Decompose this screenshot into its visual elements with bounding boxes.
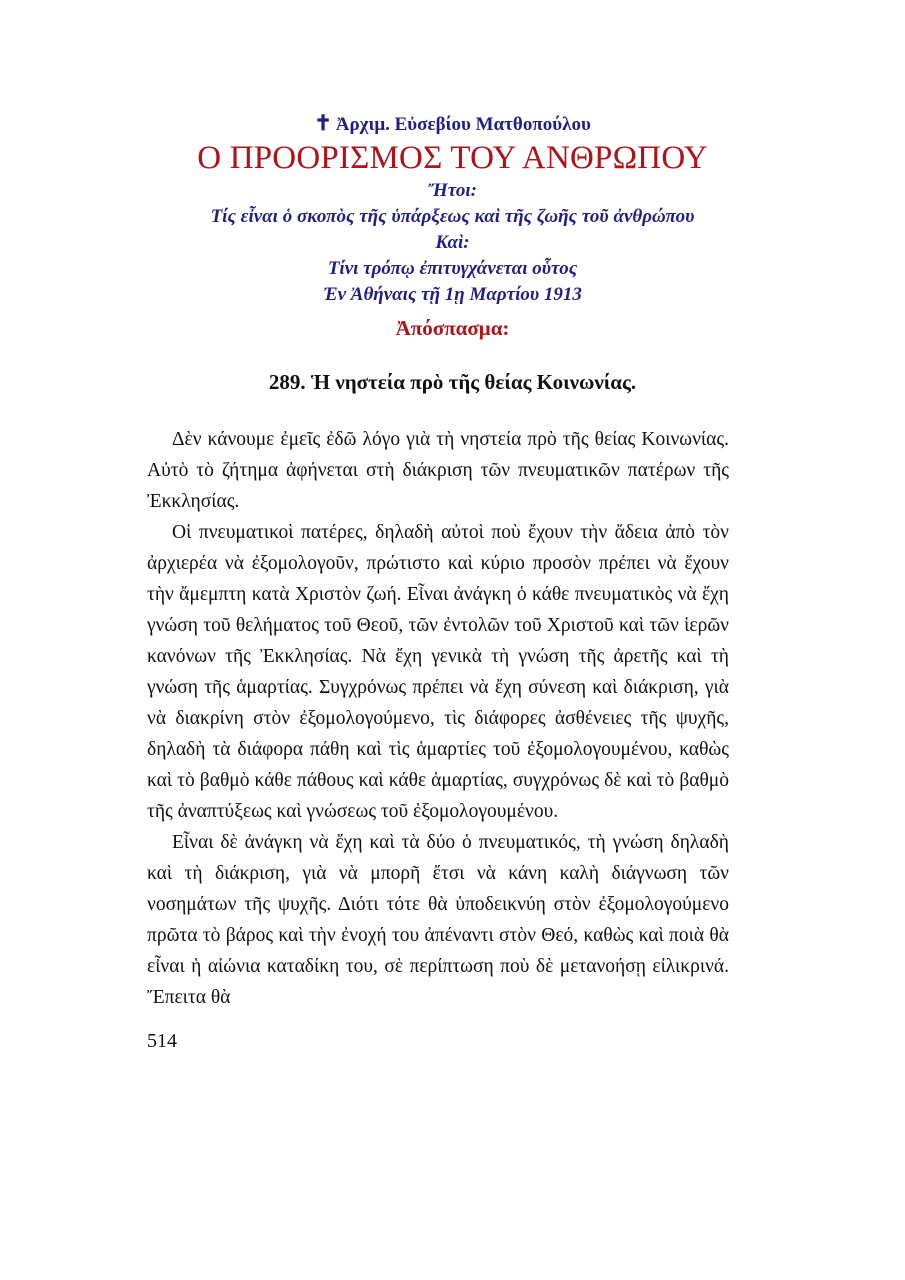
section-title: 289. Ἡ νηστεία πρὸ τῆς θείας Κοινωνίας. [268,370,637,394]
cross-icon: ✝ [314,111,332,135]
subtitle-line-1: Ἤτοι: [428,180,477,201]
author-line [0,110,905,138]
page-number: 514 [147,1030,177,1052]
publication-date-line: Ἐν Ἀθήναις τῇ 1ῃ Μαρτίου 1913 [323,284,582,305]
excerpt-label: Ἀπόσπασμα: [395,316,510,340]
book-title: Ο ΠΡΟΟΡΙΣΜΟΣ ΤΟΥ ΑΝΘΡΩΠΟΥ [197,140,708,176]
subtitle-line-3: Καὶ: [435,232,470,253]
book-header [0,110,905,308]
subtitle-line-2: Τίς εἶναι ὁ σκοπὸς τῆς ὑπάρξεως καὶ τῆς ζωῆς τοῦ ἀνθρώπου [210,206,695,227]
subtitle-line-4: Τίνι τρόπῳ ἐπιτυγχάνεται οὗτος [327,258,578,279]
body-text [147,424,729,1013]
paragraph-3: Εἶναι δὲ ἀνάγκη νὰ ἔχη καὶ τὰ δύο ὁ πνευματικός, τὴ γνώση δηλαδὴ καὶ τὴ διάκριση, γιὰ νὰ μπορῆ ἔτσι νὰ κάνη καλὴ διάγνωση τῶν νοσημάτων τῆς ψυχῆς. Διότι τότε θὰ ὑποδεικνύη στὸν ἐξομολογούμενο πρῶτα τὸ βάρος καὶ τὴν ἐνοχή του ἀπέναντι στὸν Θεό, καθὼς καὶ ποιὰ θὰ εἶναι ἡ αἰώνια καταδίκη του, σὲ περίπτωση ποὺ δὲ μετανοήσῃ εἰλικρινά. Ἔπειτα θὰ [147,832,729,1008]
author-name: Ἀρχιμ. Εὐσεβίου Ματθοπούλου [335,114,591,135]
paragraph-2: Οἱ πνευματικοὶ πατέρες, δηλαδὴ αὐτοὶ ποὺ ἔχουν τὴν ἄδεια ἀπὸ τὸν ἀρχιερέα νὰ ἐξομολογοῦν, πρώτιστο καὶ κύριο προσὸν πρέπει νὰ ἔχουν τὴν ἄμεμπτη κατὰ Χριστὸν ζωή. Εἶναι ἀνάγκη ὁ κάθε πνευματικὸς νὰ ἔχη γνώση τοῦ θελήματος τοῦ Θεοῦ, τῶν ἐντολῶν τοῦ Χριστοῦ καὶ τῶν ἱερῶν κανόνων τῆς Ἐκκλησίας. Νὰ ἔχη γενικὰ τὴ γνώση τῆς ἀρετῆς καὶ τὴ γνώση τῆς ἁμαρτίας. Συγχρόνως πρέπει νὰ ἔχη σύνεση καὶ διάκριση, γιὰ νὰ διακρίνη στὸν ἐξομολογούμενο, τὶς διάφορες ἀσθένειες τῆς ψυχῆς, δηλαδὴ τὰ διάφορα πάθη καὶ τὶς ἁμαρτίες τοῦ ἐξομολογουμένου, καθὼς καὶ τὸ βαθμὸ κάθε πάθους καὶ κάθε ἁμαρτίας, συγχρόνως δὲ καὶ τὸ βαθμὸ τῆς ἀναπτύξεως καὶ γνώσεως τοῦ ἐξομολογουμένου. [147,522,729,822]
paragraph-1: Δὲν κάνουμε ἐμεῖς ἐδῶ λόγο γιὰ τὴ νηστεία πρὸ τῆς θείας Κοινωνίας. Αὐτὸ τὸ ζήτημα ἀφήνεται στὴ διάκριση τῶν πνευματικῶν πατέρων τῆς Ἐκκλησίας. [147,429,729,512]
